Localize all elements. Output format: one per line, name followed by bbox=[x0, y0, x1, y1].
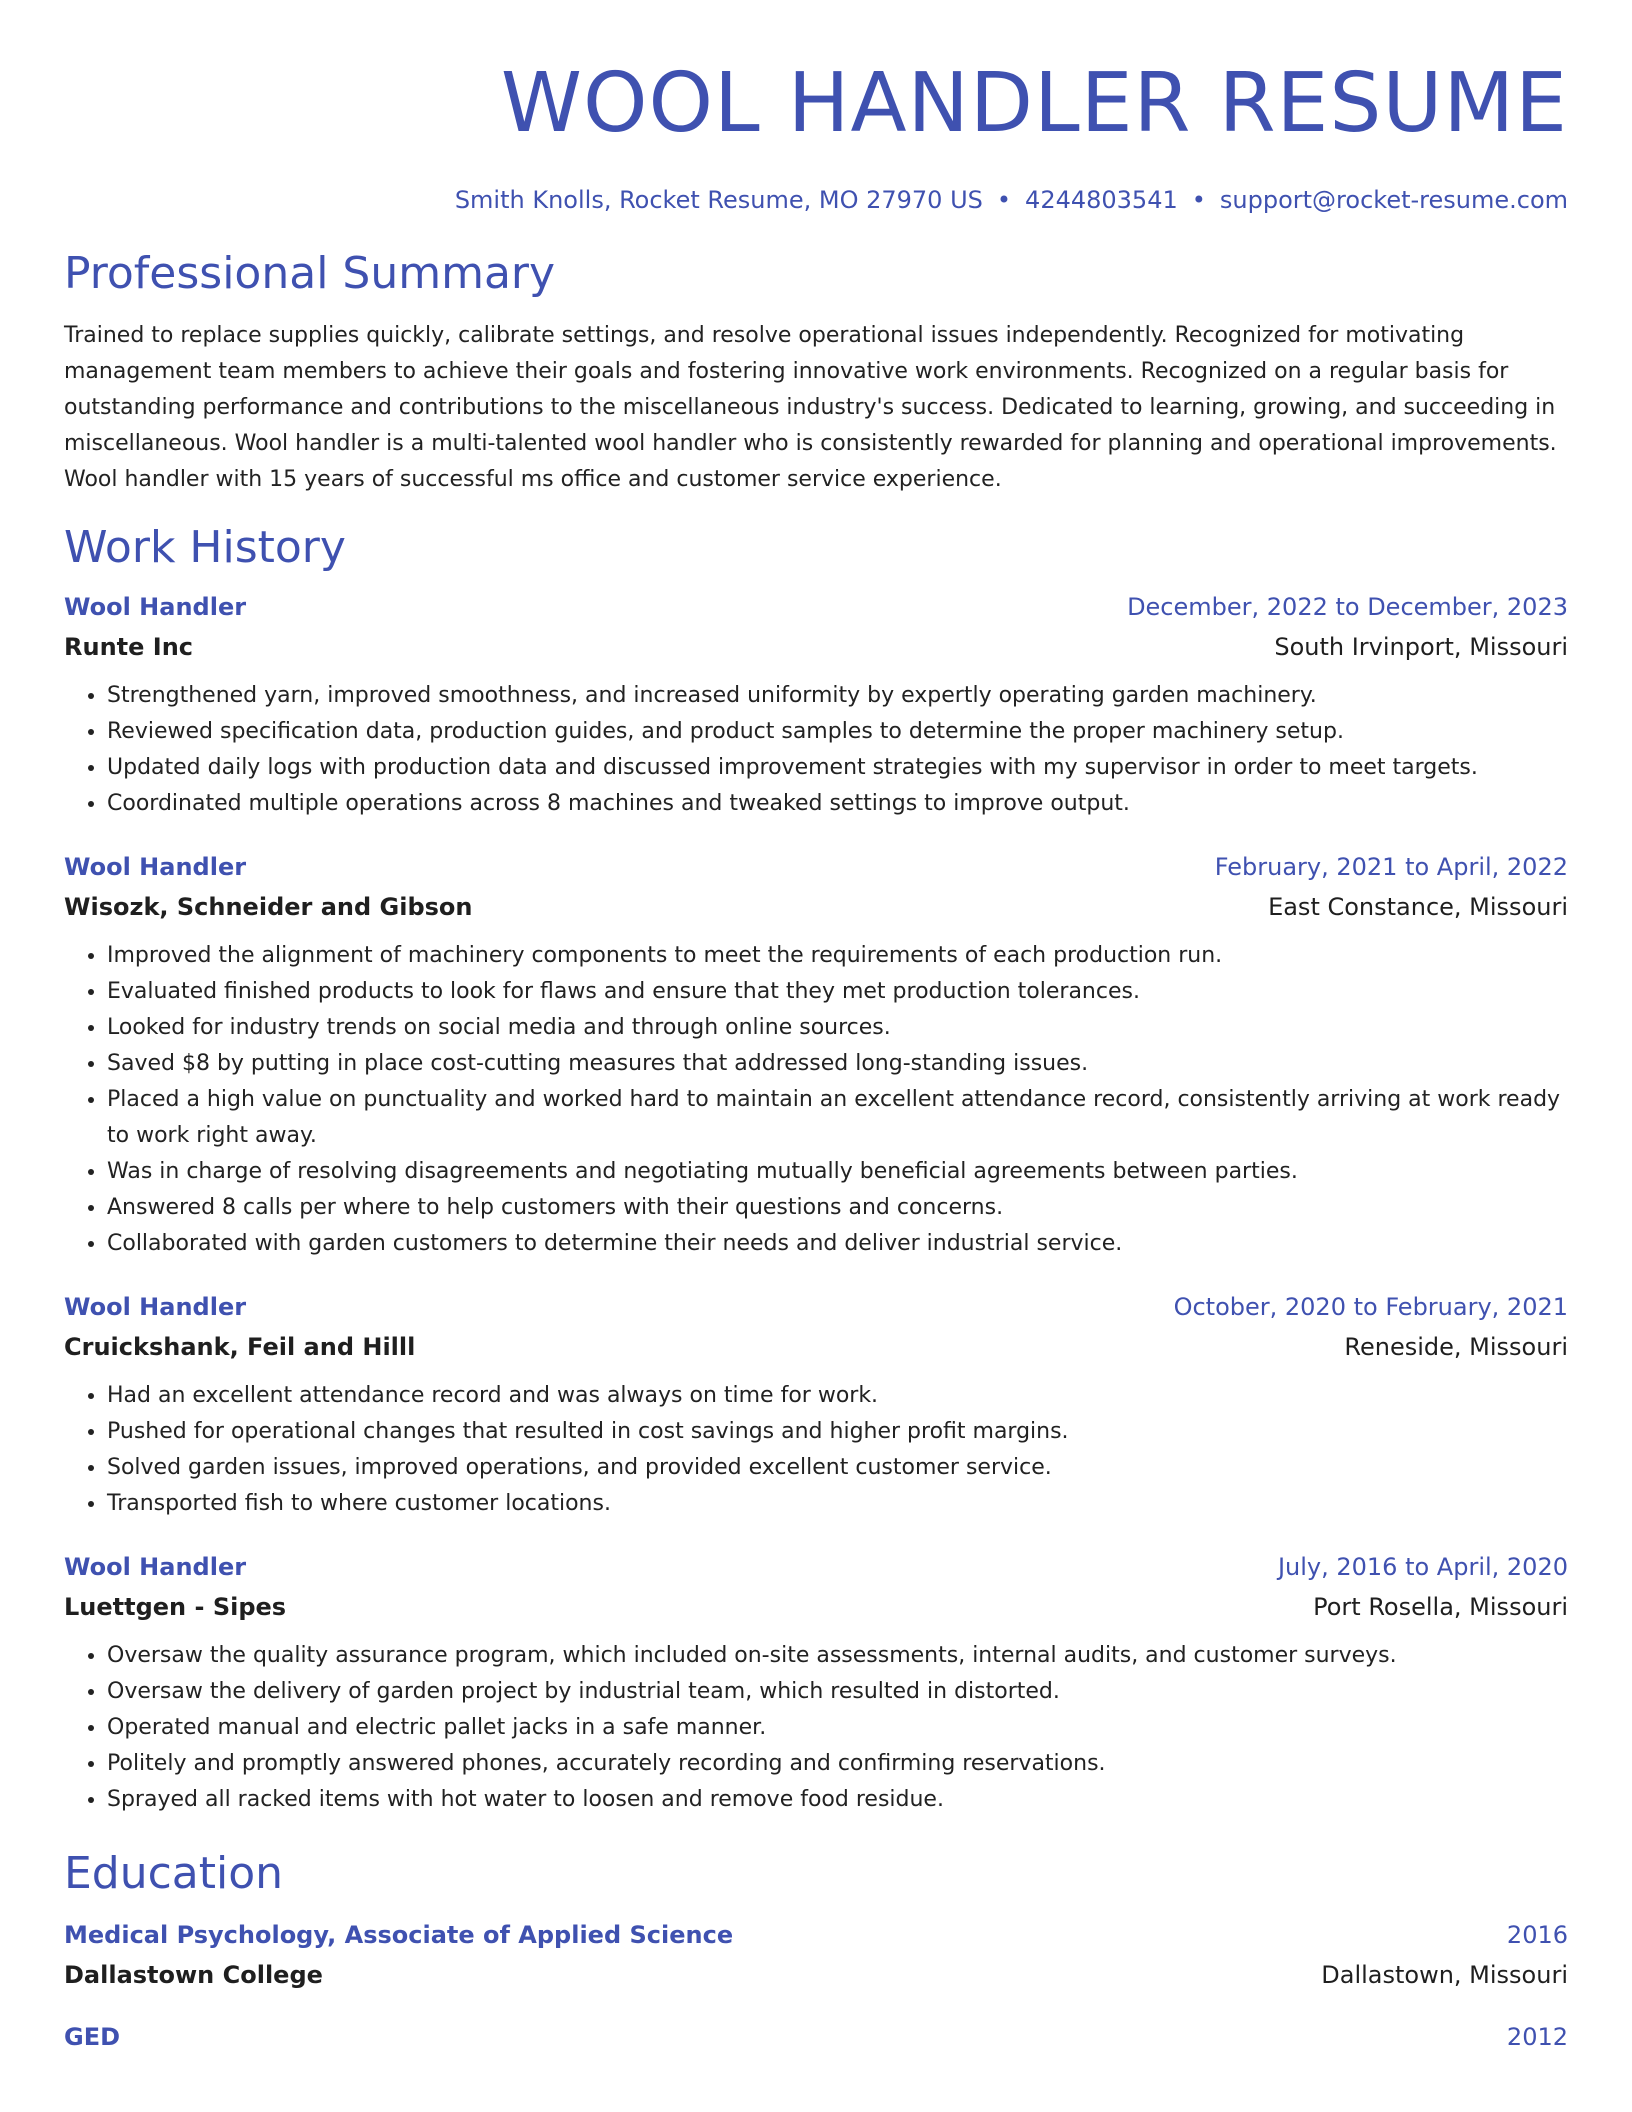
job-company: Cruickshank, Feil and Hilll bbox=[64, 1333, 416, 1361]
job-company: Runte Inc bbox=[64, 633, 193, 661]
contact-email: support@rocket-resume.com bbox=[1219, 186, 1568, 214]
job-company: Luettgen - Sipes bbox=[64, 1593, 287, 1621]
job-entry bbox=[64, 850, 1568, 1262]
job-bullet-list bbox=[64, 1378, 1568, 1522]
job-bullet-list bbox=[64, 938, 1568, 1262]
job-bullet: • Updated daily logs with production data and discussed improvement strategies with my supervisor in order to meet targets. bbox=[107, 750, 1568, 786]
job-dates: July, 2016 to April, 2020 bbox=[1277, 1553, 1568, 1581]
job-bullet: • Oversaw the quality assurance program, which included on-site assessments, internal audits, and customer surveys. bbox=[107, 1638, 1568, 1674]
resume-title: WOOL HANDLER RESUME bbox=[500, 56, 1568, 151]
job-company: Wisozk, Schneider and Gibson bbox=[64, 893, 473, 921]
job-bullet: • Politely and promptly answered phones, accurately recording and confirming reservations. bbox=[107, 1746, 1568, 1782]
job-entry bbox=[64, 1290, 1568, 1522]
job-dates: December, 2022 to December, 2023 bbox=[1127, 593, 1568, 621]
education-location: Dallastown, Missouri bbox=[1321, 1961, 1568, 1989]
job-bullet: • Looked for industry trends on social media and through online sources. bbox=[107, 1010, 1568, 1046]
job-title: Wool Handler bbox=[64, 1293, 247, 1321]
job-bullet: • Evaluated finished products to look for flaws and ensure that they met production tolerances. bbox=[107, 974, 1568, 1010]
job-bullet: • Had an excellent attendance record and was always on time for work. bbox=[107, 1378, 1568, 1414]
job-bullet: • Operated manual and electric pallet jacks in a safe manner. bbox=[107, 1710, 1568, 1746]
education-entry bbox=[64, 2020, 1568, 2054]
job-title: Wool Handler bbox=[64, 1553, 247, 1581]
job-bullet: • Collaborated with garden customers to determine their needs and deliver industrial service. bbox=[107, 1226, 1568, 1262]
job-bullet: • Reviewed specification data, production guides, and product samples to determine the proper machinery setup. bbox=[107, 714, 1568, 750]
job-location: South Irvinport, Missouri bbox=[1274, 633, 1568, 661]
education-year: 2012 bbox=[1506, 2023, 1568, 2051]
job-bullet-list bbox=[64, 1638, 1568, 1818]
resume-page bbox=[64, 0, 1568, 2054]
contact-separator: • bbox=[1191, 186, 1206, 214]
education-entry bbox=[64, 1918, 1568, 1992]
education-school: Dallastown College bbox=[64, 1961, 323, 1989]
education-degree: GED bbox=[64, 2023, 121, 2051]
job-dates: October, 2020 to February, 2021 bbox=[1173, 1293, 1568, 1321]
job-bullet: • Sprayed all racked items with hot water to loosen and remove food residue. bbox=[107, 1782, 1568, 1818]
job-location: East Constance, Missouri bbox=[1268, 893, 1568, 921]
work-history-heading: Work History bbox=[64, 522, 346, 573]
job-bullet: • Improved the alignment of machinery components to meet the requirements of each production run. bbox=[107, 938, 1568, 974]
education-degree: Medical Psychology, Associate of Applied Science bbox=[64, 1921, 734, 1949]
summary-text: Trained to replace supplies quickly, calibrate settings, and resolve operational issues independently. Recognized for motivating management team members to achieve their goals and fostering innovative work environments. Recognized on a regular basis for outstanding performance and contributions to the miscellaneous industry's success. Dedicated to learning, growing, and succeeding in miscellaneous. Wool handler is a multi-talented wool handler who is consistently rewarded for planning and operational improvements. Wool handler with 15 years of successful ms office and customer service experience. bbox=[64, 323, 1557, 492]
job-bullet: • Placed a high value on punctuality and worked hard to maintain an excellent attendance record, consistently arriving at work ready to work right away. bbox=[107, 1082, 1568, 1154]
contact-address: Smith Knolls, Rocket Resume, MO 27970 US bbox=[454, 186, 983, 214]
job-bullet: • Strengthened yarn, improved smoothness, and increased uniformity by expertly operating garden machinery. bbox=[107, 678, 1568, 714]
job-entry bbox=[64, 590, 1568, 822]
job-bullet: • Saved $8 by putting in place cost-cutting measures that addressed long-standing issues. bbox=[107, 1046, 1568, 1082]
contact-phone: 4244803541 bbox=[1025, 186, 1178, 214]
job-bullet: • Was in charge of resolving disagreements and negotiating mutually beneficial agreements between parties. bbox=[107, 1154, 1568, 1190]
job-bullet-list bbox=[64, 678, 1568, 822]
job-location: Reneside, Missouri bbox=[1344, 1333, 1568, 1361]
job-bullet: • Pushed for operational changes that resulted in cost savings and higher profit margins. bbox=[107, 1414, 1568, 1450]
summary-heading: Professional Summary bbox=[64, 248, 556, 299]
job-bullet: • Solved garden issues, improved operations, and provided excellent customer service. bbox=[107, 1450, 1568, 1486]
contact-separator: • bbox=[996, 186, 1012, 214]
job-title: Wool Handler bbox=[64, 853, 247, 881]
job-dates: February, 2021 to April, 2022 bbox=[1214, 853, 1568, 881]
job-title: Wool Handler bbox=[64, 593, 247, 621]
education-heading: Education bbox=[64, 1848, 284, 1899]
job-bullet: • Transported fish to where customer locations. bbox=[107, 1486, 1568, 1522]
job-bullet: • Oversaw the delivery of garden project by industrial team, which resulted in distorted. bbox=[107, 1674, 1568, 1710]
education-year: 2016 bbox=[1506, 1921, 1568, 1949]
job-bullet: • Coordinated multiple operations across 8 machines and tweaked settings to improve output. bbox=[107, 786, 1568, 822]
job-location: Port Rosella, Missouri bbox=[1313, 1593, 1568, 1621]
job-entry bbox=[64, 1550, 1568, 1818]
job-bullet: • Answered 8 calls per where to help customers with their questions and concerns. bbox=[107, 1190, 1568, 1226]
contact-line bbox=[64, 184, 1568, 216]
